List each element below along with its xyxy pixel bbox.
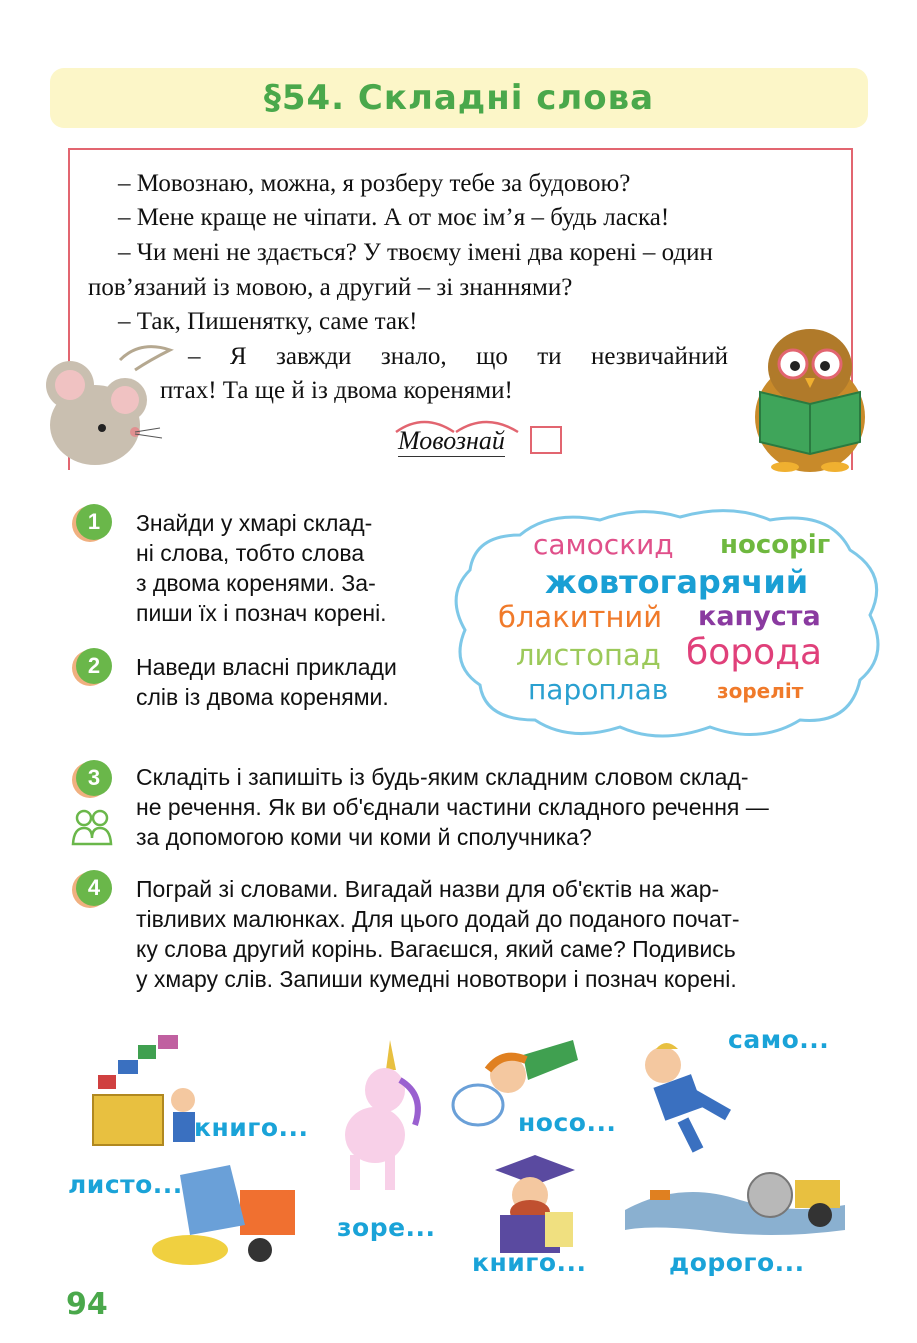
task-line: за допомогою коми чи коми й сполучника? [136, 824, 592, 850]
cloud-word: носоріг [720, 530, 831, 560]
dialogue-line: – Мовознаю, можна, я розберу тебе за будовою? [118, 170, 631, 197]
picture-label: дорого... [669, 1248, 805, 1277]
task-number-badge: 3 [76, 760, 112, 796]
cloud-word: листопад [516, 638, 661, 672]
task-number-badge: 1 [76, 504, 112, 540]
cloud-word: самоскид [533, 528, 674, 561]
dialogue-line: – Так, Пишенятку, саме так! [118, 308, 418, 335]
owl-illustration [745, 322, 875, 472]
road-roller-illustration [620, 1150, 850, 1245]
dialogue-line: пов’язаний із мовою, а другий – зі знаннями? [88, 274, 573, 301]
professor-illustration [475, 1150, 585, 1255]
picture-label: само... [728, 1025, 830, 1054]
picture-label: листо... [68, 1170, 183, 1199]
falling-boy-illustration [628, 1035, 738, 1155]
cloud-word: пароплав [528, 673, 669, 706]
cloud-word: зореліт [717, 679, 804, 703]
cloud-word: блакитний [498, 600, 663, 634]
task-line: Знайди у хмарі склад- [136, 510, 373, 536]
ending-box [530, 426, 562, 454]
task-line: ку слова другий корінь. Вагаєшся, який саме? Подивись [136, 936, 736, 962]
page-title: §54. Складні слова [263, 78, 655, 118]
cloud-word: борода [686, 632, 823, 673]
cloud-word: капуста [698, 601, 821, 632]
task-1-text [136, 508, 387, 628]
task-line: ні слова, тобто слова [136, 540, 365, 566]
pair-work-icon [70, 808, 114, 848]
task-number-badge: 2 [76, 648, 112, 684]
analysis-word: Мовознай [398, 426, 505, 455]
picture-label: книго... [194, 1113, 309, 1142]
cloud-word: жовтогарячий [545, 563, 809, 601]
task-line: з двома коренями. За- [136, 570, 376, 596]
dialogue-line: – Чи мені не здається? У твоєму імені два корені – один [118, 239, 713, 266]
task-number-badge: 4 [76, 870, 112, 906]
task-line: тівливих малюнках. Для цього додай до поданого почат- [136, 906, 740, 932]
dialogue-line: – Я завжди знало, що ти незвичайний [188, 343, 728, 370]
picture-label: книго... [472, 1248, 587, 1277]
picture-label: носо... [518, 1108, 617, 1137]
title-banner [50, 68, 868, 128]
task-line: слів із двома коренями. [136, 684, 389, 710]
task-line: пиши їх і познач корені. [136, 600, 387, 626]
dialogue-line: птах! Та ще й із двома коренями! [160, 377, 513, 404]
task-line: Пограй зі словами. Вигадай назви для об'єктів на жар- [136, 876, 720, 902]
task-line: Складіть і запишіть із будь-яким складним словом склад- [136, 764, 749, 790]
dialogue-line: – Мене краще не чіпати. А от моє ім’я – будь ласка! [118, 204, 670, 231]
unicorn-illustration [330, 1035, 430, 1195]
task-line: не речення. Як ви об'єднали частини складного речення — [136, 794, 769, 820]
mouse-illustration [40, 340, 180, 475]
task-2-text [136, 652, 397, 712]
task-4-text [136, 874, 856, 994]
task-line: Наведи власні приклади [136, 654, 397, 680]
task-line: у хмару слів. Запиши кумедні новотвори і познач корені. [136, 966, 737, 992]
page-number: 94 [66, 1287, 108, 1322]
task-3-text [136, 762, 856, 852]
picture-label: зоре... [337, 1213, 436, 1242]
